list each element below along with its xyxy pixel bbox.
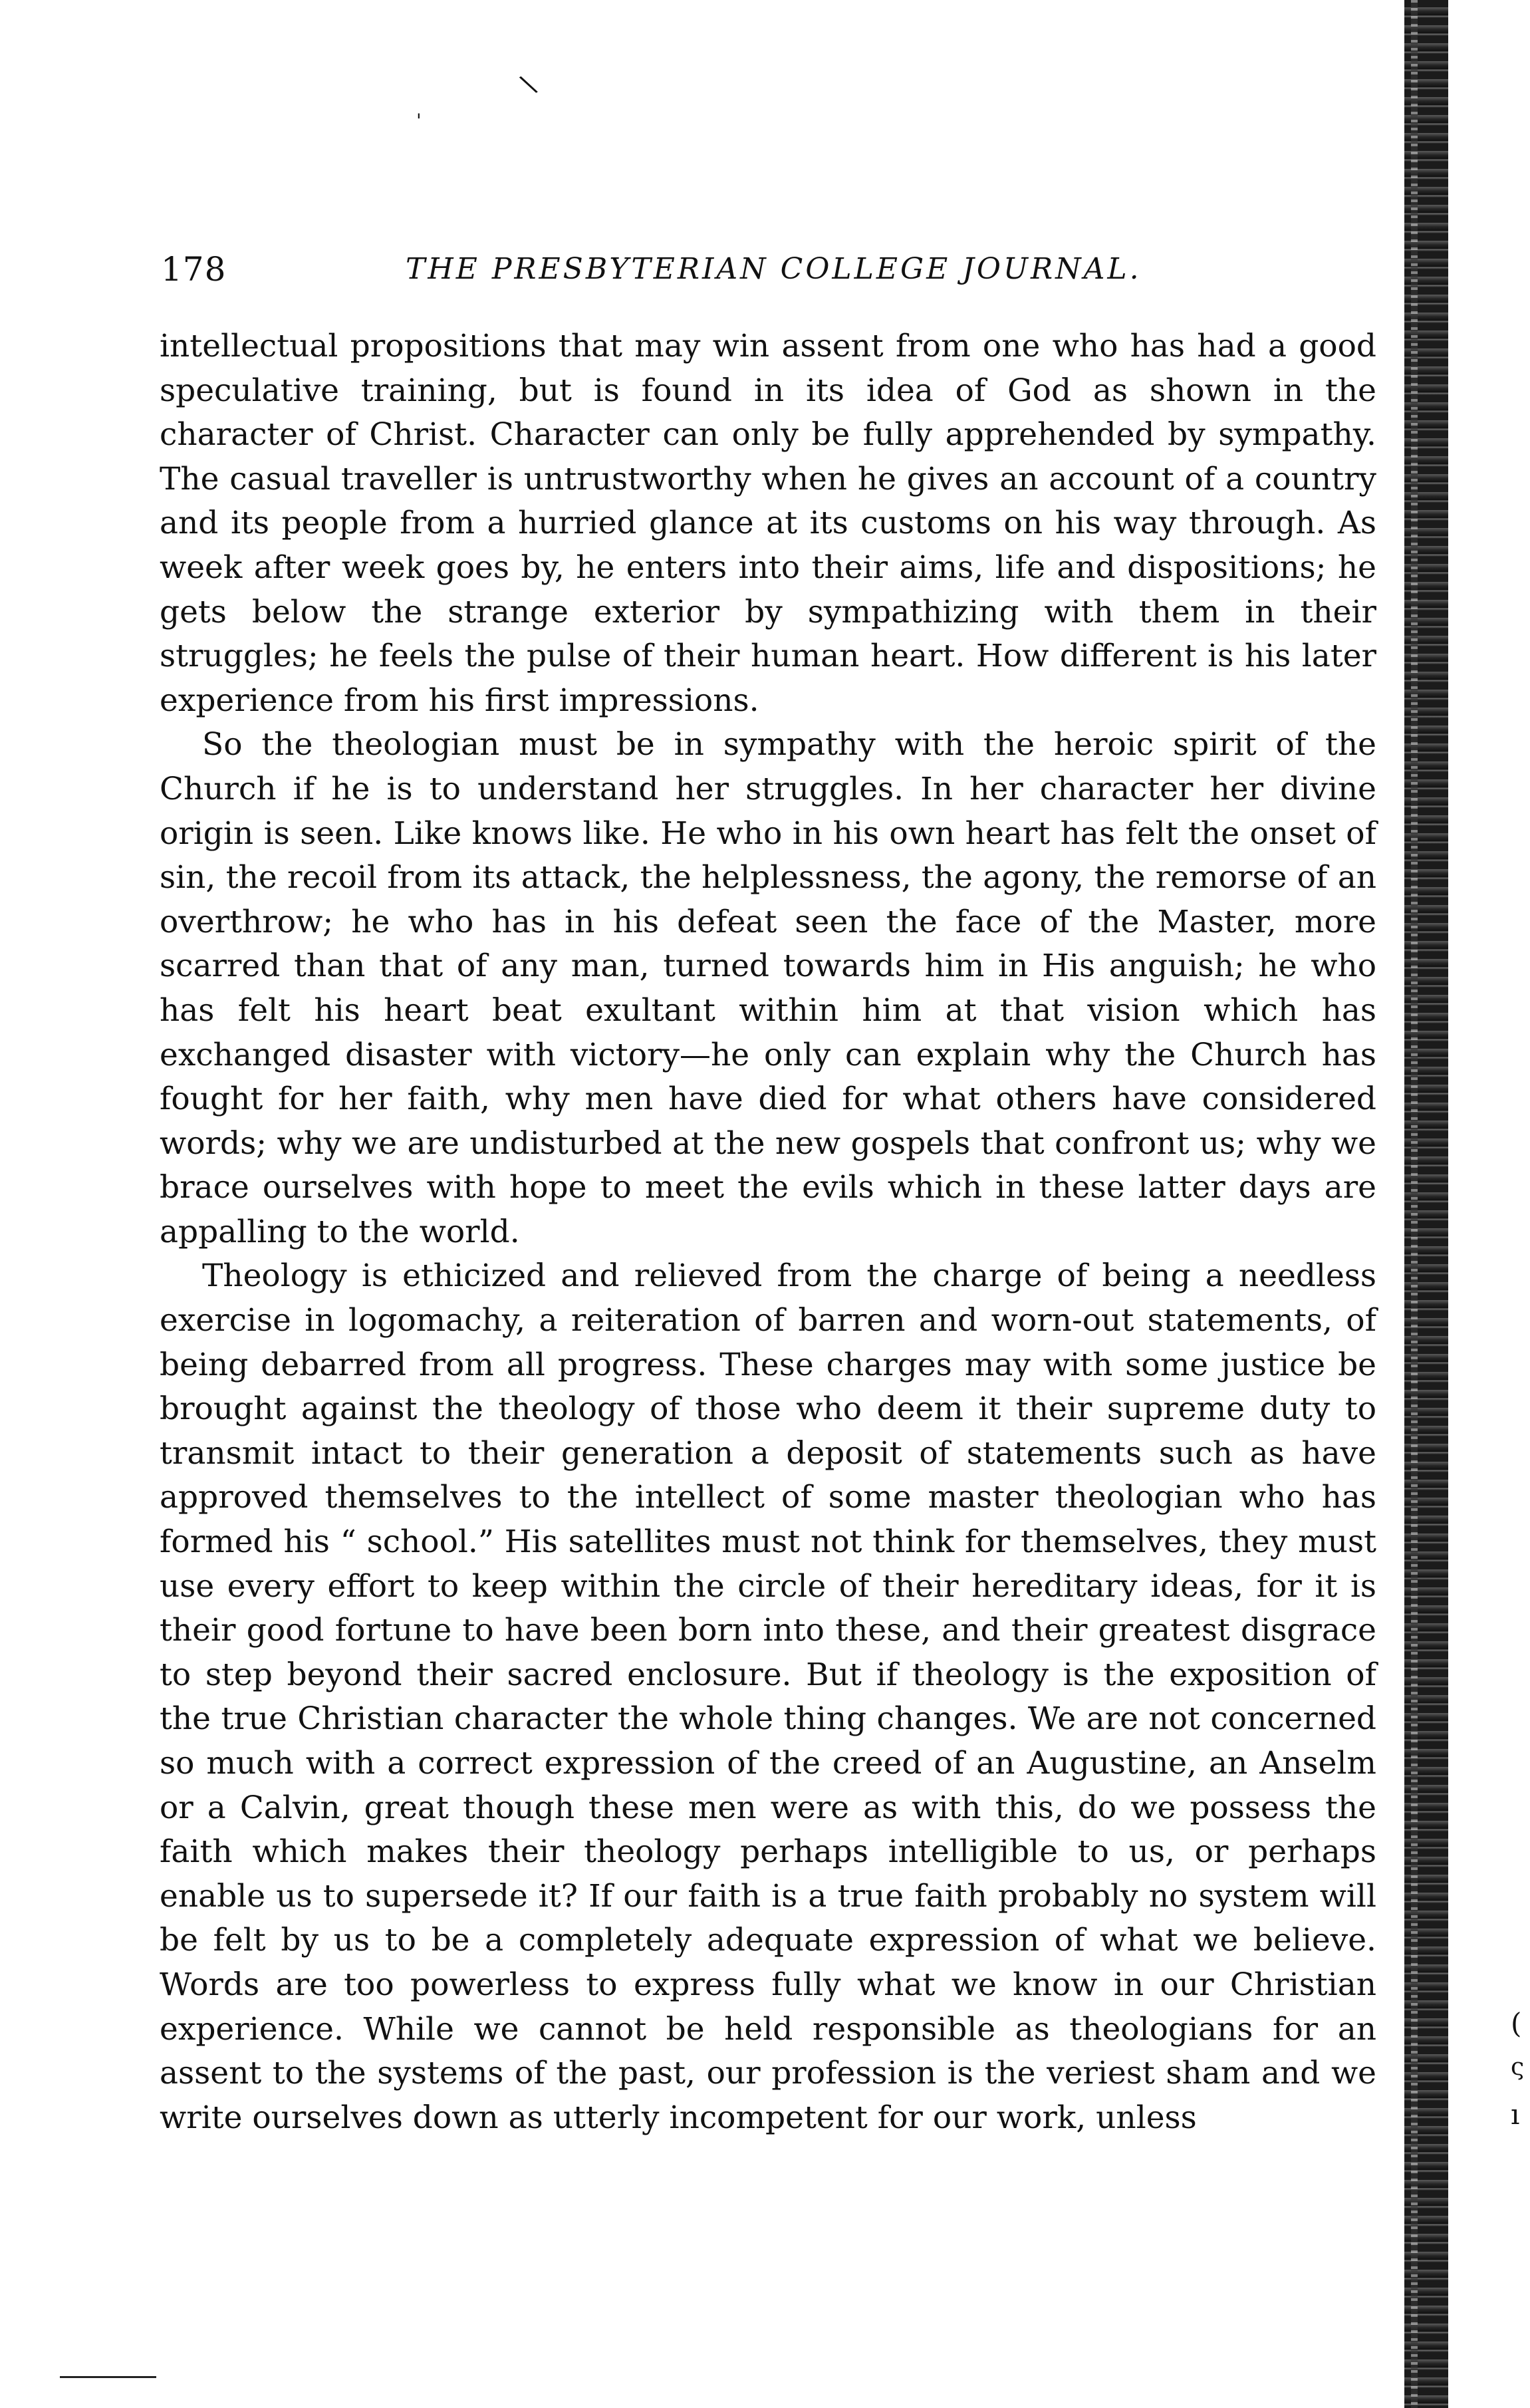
stray-mark-top: \ — [517, 68, 541, 100]
margin-fragment-2: ς — [1511, 2054, 1525, 2081]
paragraph-3: Theology is ethicized and relieved from the charge of being a needless exercise in logomachy, a reiteration of barren and worn-out statements, of being debarred from all progress. These charges may with some justice be brought against the theology of those who deem it their supreme duty to transmit intact to their generation a deposit of statements such as have approved themselves to the intellect of some master theologian who has formed his “ school.” His satellites must not think for themselves, they must use every effort to keep within the circle of their hereditary ideas, for it is their good fortune to have been born into these, and their greatest disgrace to step beyond their sacred enclosure. But if theology is the exposition of the true Christian character the whole thing changes. We are not concerned so much with a correct expression of the creed of an Augustine, an Anselm or a Calvin, great though these men were as with this, do we possess the faith which makes their theology perhaps intelligible to us, or perhaps enable us to supersede it? If our faith is a true faith probably no system will be felt by us to be a completely adequate expression of what we believe. Words are too powerless to express fully what we know in our Christian experience. While we cannot be held responsible as theologians for an assent to the systems of the past, our profession is the veriest sham and we write ourselves down as utterly incompetent for our work, unless — [160, 1258, 1376, 2136]
article-body — [160, 325, 1376, 2140]
stray-mark-top-small: ' — [416, 110, 422, 132]
margin-fragment-3: ı — [1511, 2098, 1520, 2131]
page-number: 178 — [161, 250, 227, 289]
paragraph-1: intellectual propositions that may win assent from one who has had a good speculative training, but is found in its idea of God as shown in the character of Christ. Character can only be fully apprehended by sympathy. The casual traveller is untrustworthy when he gives an account of a country and its people from a hurried glance at its customs on his way through. As week after week goes by, he enters into their aims, life and dispositions; he gets below the strange exterior by sympathizing with them in their struggles; he feels the pulse of their human heart. How different is his later experience from his first impressions. — [160, 328, 1376, 719]
bottom-rule-mark — [60, 2376, 156, 2378]
binding-edge-highlight — [1411, 0, 1418, 2408]
page-header — [161, 249, 1378, 289]
paragraph-2: So the theologian must be in sympathy with the heroic spirit of the Church if he is to understand her struggles. In her character her divine origin is seen. Like knows like. He who in his own heart has felt the onset of sin, the recoil from its attack, the helplessness, the agony, the remorse of an overthrow; he who has in his defeat seen the face of the Master, more scarred than that of any man, turned towards him in His anguish; he who has felt his heart beat exultant within him at that vision which has exchanged disaster with victory—he only can explain why the Church has fought for her faith, why men have died for what others have considered words; why we are undisturbed at the new gospels that confront us; why we brace ourselves with hope to meet the evils which in these latter days are appalling to the world. — [160, 726, 1376, 1250]
running-title: THE PRESBYTERIAN COLLEGE JOURNAL. — [406, 252, 1142, 286]
margin-fragment-1: ( — [1511, 2007, 1522, 2040]
